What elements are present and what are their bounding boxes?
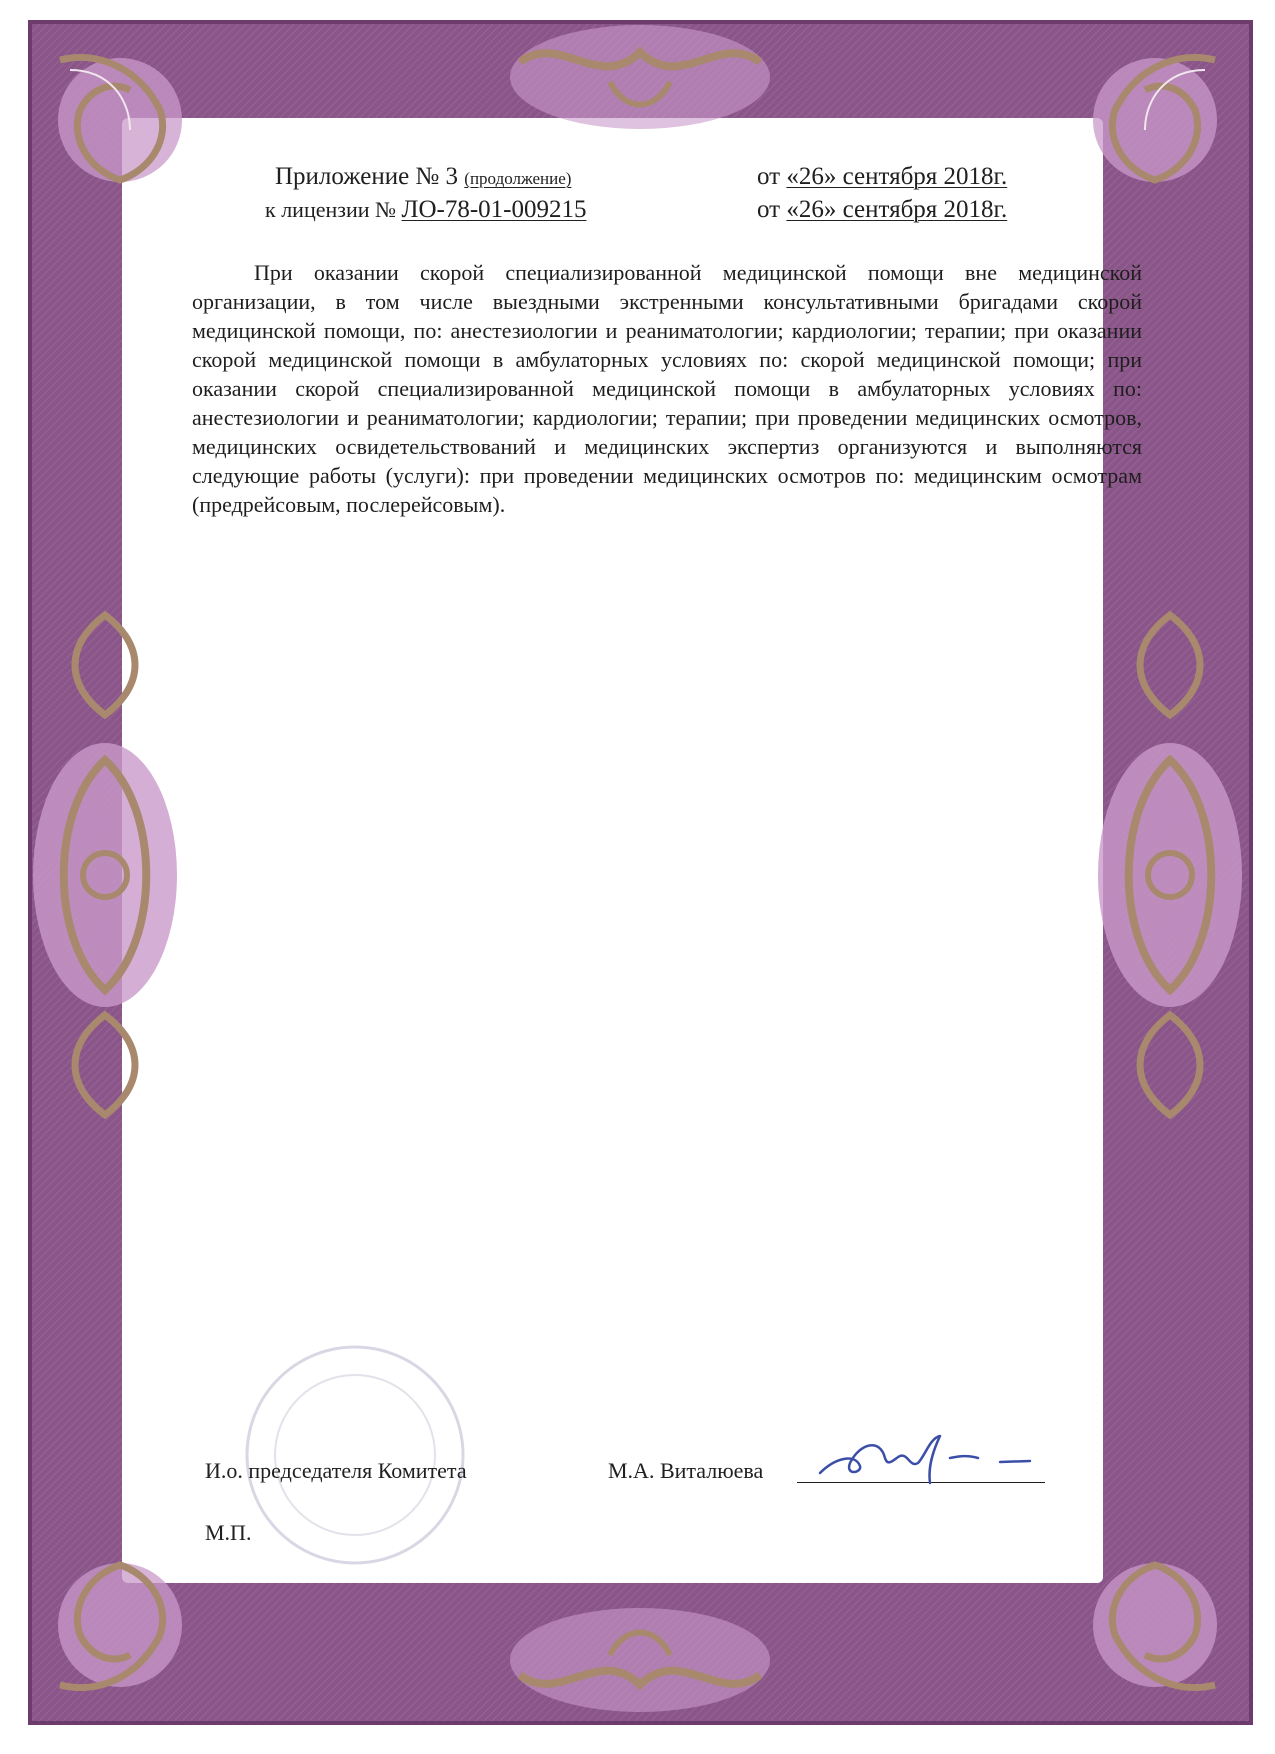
signatory-position: И.о. председателя Комитета bbox=[205, 1458, 467, 1483]
header-line-license-date bbox=[757, 196, 1007, 224]
header-line-license bbox=[265, 196, 586, 224]
right-lower-ornament-icon bbox=[1120, 1010, 1220, 1120]
license-number: ЛО-78-01-009215 bbox=[401, 196, 587, 223]
right-rosette-ornament-icon bbox=[1095, 740, 1245, 1010]
corner-ornament-bottom-right-icon bbox=[1075, 1545, 1235, 1705]
header-line-appendix bbox=[275, 163, 571, 191]
appendix-date: «26» сентября 2018г. bbox=[786, 163, 1008, 190]
right-upper-ornament-icon bbox=[1120, 610, 1220, 720]
handwritten-signature-icon bbox=[800, 1428, 1045, 1488]
left-rosette-ornament-icon bbox=[30, 740, 180, 1010]
header-line-appendix-date bbox=[757, 163, 1007, 191]
corner-ornament-bottom-left-icon bbox=[40, 1545, 200, 1705]
license-date: «26» сентября 2018г. bbox=[786, 196, 1008, 223]
corner-ornament-top-right-icon bbox=[1075, 40, 1235, 200]
official-stamp-icon bbox=[240, 1340, 470, 1570]
appendix-label: Приложение № 3 bbox=[275, 163, 459, 190]
appendix-date-prefix: от bbox=[757, 163, 781, 190]
document-body bbox=[192, 258, 1142, 519]
signatory-name: М.А. Виталюева bbox=[608, 1458, 764, 1483]
left-upper-ornament-icon bbox=[55, 610, 155, 720]
top-center-ornament-icon bbox=[500, 22, 780, 142]
seal-placeholder: М.П. bbox=[205, 1520, 252, 1545]
appendix-continuation-note: (продолжение) bbox=[464, 169, 572, 188]
left-lower-ornament-icon bbox=[55, 1010, 155, 1120]
license-date-prefix: от bbox=[757, 196, 781, 223]
services-paragraph: При оказании скорой специализированной медицинской помощи вне медицинской организации, в том числе выездными экстренными консультативными бригадами скорой медицинской помощи, по: анестезиологии и реаниматологии; кардиологии; терапии; при оказании скорой медицинской помощи в амбулаторных условиях по: скорой медицинской помощи; при оказании скорой специализированной медицинской помощи в амбулаторных условиях по: анестезиологии и реаниматологии; кардиологии; терапии; при проведении медицинских осмотров, медицинских освидетельствований и медицинских экспертиз организуются и выполняются следующие работы (услуги): при проведении медицинских осмотров по: медицинским осмотрам (предрейсовым, послерейсовым). bbox=[192, 260, 1142, 517]
corner-ornament-top-left-icon bbox=[40, 40, 200, 200]
bottom-center-ornament-icon bbox=[500, 1595, 780, 1715]
license-label: к лицензии № bbox=[265, 197, 396, 222]
